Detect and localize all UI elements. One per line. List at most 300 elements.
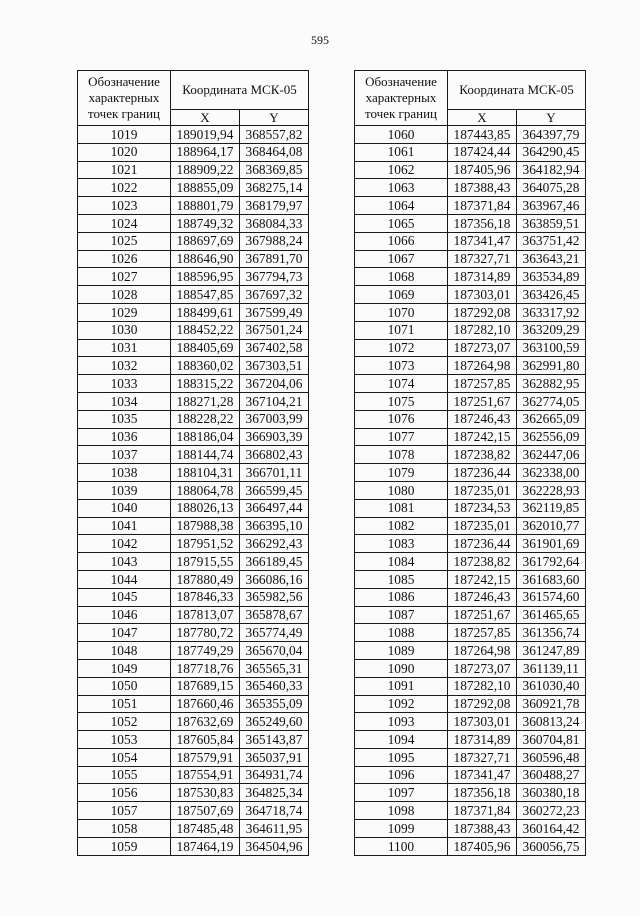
x-value-cell: 187846,33 <box>171 588 240 606</box>
table-row <box>355 321 586 339</box>
coordinate-group-header: Координата МСК-05 <box>171 71 309 110</box>
y-value-cell: 368084,33 <box>240 214 309 232</box>
table-row <box>355 837 586 855</box>
label-column-header: Обозначение характерных точек границ <box>355 71 448 126</box>
x-value-cell: 187251,67 <box>448 606 517 624</box>
y-value-cell: 362556,09 <box>517 428 586 446</box>
point-id-cell: 1092 <box>355 695 448 713</box>
y-value-cell: 363426,45 <box>517 286 586 304</box>
x-value-cell: 187235,01 <box>448 481 517 499</box>
table-row <box>78 606 309 624</box>
y-value-cell: 364611,95 <box>240 820 309 838</box>
y-value-cell: 367303,51 <box>240 357 309 375</box>
y-value-cell: 363100,59 <box>517 339 586 357</box>
y-value-cell: 365355,09 <box>240 695 309 713</box>
table-row <box>78 499 309 517</box>
point-id-cell: 1055 <box>78 766 171 784</box>
x-value-cell: 187327,71 <box>448 250 517 268</box>
x-value-cell: 188186,04 <box>171 428 240 446</box>
point-id-cell: 1075 <box>355 392 448 410</box>
x-value-cell: 187303,01 <box>448 713 517 731</box>
point-id-cell: 1059 <box>78 837 171 855</box>
x-value-cell: 187405,96 <box>448 837 517 855</box>
y-value-cell: 361792,64 <box>517 553 586 571</box>
x-value-cell: 187282,10 <box>448 321 517 339</box>
point-id-cell: 1087 <box>355 606 448 624</box>
table-row <box>355 339 586 357</box>
y-value-cell: 362010,77 <box>517 517 586 535</box>
x-value-cell: 187485,48 <box>171 820 240 838</box>
x-value-cell: 187292,08 <box>448 695 517 713</box>
point-id-cell: 1081 <box>355 499 448 517</box>
x-value-cell: 188315,22 <box>171 375 240 393</box>
y-value-cell: 361030,40 <box>517 677 586 695</box>
x-value-cell: 187273,07 <box>448 659 517 677</box>
point-id-cell: 1052 <box>78 713 171 731</box>
y-value-cell: 366086,16 <box>240 570 309 588</box>
table-row <box>78 713 309 731</box>
point-id-cell: 1073 <box>355 357 448 375</box>
x-value-cell: 188026,13 <box>171 499 240 517</box>
right-table-body <box>355 126 586 856</box>
table-row <box>355 481 586 499</box>
x-value-cell: 187341,47 <box>448 766 517 784</box>
y-value-cell: 366802,43 <box>240 446 309 464</box>
y-value-cell: 366395,10 <box>240 517 309 535</box>
y-value-cell: 366292,43 <box>240 535 309 553</box>
table-row <box>78 624 309 642</box>
y-value-cell: 364075,28 <box>517 179 586 197</box>
point-id-cell: 1077 <box>355 428 448 446</box>
table-row <box>78 161 309 179</box>
y-value-cell: 362228,93 <box>517 481 586 499</box>
table-row <box>355 695 586 713</box>
y-value-cell: 360813,24 <box>517 713 586 731</box>
x-value-cell: 188064,78 <box>171 481 240 499</box>
x-value-cell: 187915,55 <box>171 553 240 571</box>
y-value-cell: 367003,99 <box>240 410 309 428</box>
point-id-cell: 1093 <box>355 713 448 731</box>
y-value-cell: 366189,45 <box>240 553 309 571</box>
y-value-cell: 366903,39 <box>240 428 309 446</box>
point-id-cell: 1061 <box>355 143 448 161</box>
x-value-cell: 188271,28 <box>171 392 240 410</box>
x-value-cell: 187236,44 <box>448 464 517 482</box>
point-id-cell: 1074 <box>355 375 448 393</box>
x-value-cell: 187660,46 <box>171 695 240 713</box>
x-value-cell: 187689,15 <box>171 677 240 695</box>
table-row <box>78 268 309 286</box>
table-row <box>78 731 309 749</box>
x-value-cell: 188360,02 <box>171 357 240 375</box>
point-id-cell: 1030 <box>78 321 171 339</box>
table-row <box>78 375 309 393</box>
table-row <box>355 659 586 677</box>
point-id-cell: 1050 <box>78 677 171 695</box>
table-row <box>355 588 586 606</box>
y-value-cell: 361465,65 <box>517 606 586 624</box>
label-column-header: Обозначение характерных точек границ <box>78 71 171 126</box>
point-id-cell: 1025 <box>78 232 171 250</box>
point-id-cell: 1088 <box>355 624 448 642</box>
table-row <box>355 143 586 161</box>
point-id-cell: 1044 <box>78 570 171 588</box>
table-row <box>355 713 586 731</box>
y-value-cell: 367697,32 <box>240 286 309 304</box>
y-value-cell: 365670,04 <box>240 642 309 660</box>
table-row <box>78 659 309 677</box>
table-row <box>355 268 586 286</box>
left-table-body <box>78 126 309 856</box>
x-value-cell: 187579,91 <box>171 748 240 766</box>
y-value-cell: 364182,94 <box>517 161 586 179</box>
table-row <box>355 286 586 304</box>
table-row <box>355 126 586 144</box>
point-id-cell: 1034 <box>78 392 171 410</box>
x-value-cell: 187273,07 <box>448 339 517 357</box>
y-value-cell: 365565,31 <box>240 659 309 677</box>
y-value-cell: 363534,89 <box>517 268 586 286</box>
point-id-cell: 1067 <box>355 250 448 268</box>
y-value-cell: 363643,21 <box>517 250 586 268</box>
y-value-cell: 365774,49 <box>240 624 309 642</box>
table-row <box>78 766 309 784</box>
x-value-cell: 187257,85 <box>448 375 517 393</box>
x-value-cell: 187314,89 <box>448 731 517 749</box>
point-id-cell: 1100 <box>355 837 448 855</box>
table-row <box>78 179 309 197</box>
table-row <box>355 731 586 749</box>
point-id-cell: 1096 <box>355 766 448 784</box>
y-value-cell: 365982,56 <box>240 588 309 606</box>
table-row <box>78 820 309 838</box>
y-value-cell: 363209,29 <box>517 321 586 339</box>
x-value-cell: 187388,43 <box>448 179 517 197</box>
point-id-cell: 1057 <box>78 802 171 820</box>
point-id-cell: 1086 <box>355 588 448 606</box>
x-value-cell: 187780,72 <box>171 624 240 642</box>
y-value-cell: 366599,45 <box>240 481 309 499</box>
table-row <box>78 481 309 499</box>
x-value-cell: 187424,44 <box>448 143 517 161</box>
point-id-cell: 1031 <box>78 339 171 357</box>
y-value-cell: 368557,82 <box>240 126 309 144</box>
y-value-cell: 367891,70 <box>240 250 309 268</box>
point-id-cell: 1089 <box>355 642 448 660</box>
y-value-cell: 367794,73 <box>240 268 309 286</box>
x-column-header: X <box>171 109 240 125</box>
point-id-cell: 1023 <box>78 197 171 215</box>
table-row <box>355 250 586 268</box>
x-value-cell: 187242,15 <box>448 428 517 446</box>
y-value-cell: 367988,24 <box>240 232 309 250</box>
y-value-cell: 362447,06 <box>517 446 586 464</box>
x-value-cell: 188909,22 <box>171 161 240 179</box>
point-id-cell: 1022 <box>78 179 171 197</box>
point-id-cell: 1040 <box>78 499 171 517</box>
y-value-cell: 362774,05 <box>517 392 586 410</box>
table-row <box>78 570 309 588</box>
table-row <box>78 410 309 428</box>
point-id-cell: 1063 <box>355 179 448 197</box>
table-row <box>78 197 309 215</box>
y-value-cell: 363859,51 <box>517 214 586 232</box>
point-id-cell: 1066 <box>355 232 448 250</box>
point-id-cell: 1064 <box>355 197 448 215</box>
point-id-cell: 1043 <box>78 553 171 571</box>
y-value-cell: 365249,60 <box>240 713 309 731</box>
point-id-cell: 1029 <box>78 303 171 321</box>
x-value-cell: 187880,49 <box>171 570 240 588</box>
x-value-cell: 188855,09 <box>171 179 240 197</box>
y-value-cell: 363751,42 <box>517 232 586 250</box>
y-value-cell: 364825,34 <box>240 784 309 802</box>
x-value-cell: 188697,69 <box>171 232 240 250</box>
y-value-cell: 361247,89 <box>517 642 586 660</box>
y-value-cell: 360380,18 <box>517 784 586 802</box>
x-value-cell: 187507,69 <box>171 802 240 820</box>
y-value-cell: 364931,74 <box>240 766 309 784</box>
x-value-cell: 187246,43 <box>448 410 517 428</box>
point-id-cell: 1042 <box>78 535 171 553</box>
y-value-cell: 361139,11 <box>517 659 586 677</box>
x-value-cell: 187464,19 <box>171 837 240 855</box>
table-row <box>78 126 309 144</box>
y-value-cell: 362665,09 <box>517 410 586 428</box>
x-value-cell: 187718,76 <box>171 659 240 677</box>
x-value-cell: 187371,84 <box>448 802 517 820</box>
point-id-cell: 1083 <box>355 535 448 553</box>
point-id-cell: 1078 <box>355 446 448 464</box>
point-id-cell: 1039 <box>78 481 171 499</box>
point-id-cell: 1070 <box>355 303 448 321</box>
x-value-cell: 187632,69 <box>171 713 240 731</box>
point-id-cell: 1085 <box>355 570 448 588</box>
y-value-cell: 367402,58 <box>240 339 309 357</box>
y-value-cell: 361683,60 <box>517 570 586 588</box>
x-value-cell: 188547,85 <box>171 286 240 304</box>
y-value-cell: 365037,91 <box>240 748 309 766</box>
point-id-cell: 1051 <box>78 695 171 713</box>
x-value-cell: 188405,69 <box>171 339 240 357</box>
point-id-cell: 1032 <box>78 357 171 375</box>
x-value-cell: 187554,91 <box>171 766 240 784</box>
x-value-cell: 187813,07 <box>171 606 240 624</box>
point-id-cell: 1028 <box>78 286 171 304</box>
x-value-cell: 188596,95 <box>171 268 240 286</box>
x-value-cell: 187605,84 <box>171 731 240 749</box>
table-row <box>355 357 586 375</box>
x-value-cell: 187327,71 <box>448 748 517 766</box>
y-value-cell: 362119,85 <box>517 499 586 517</box>
x-value-cell: 189019,94 <box>171 126 240 144</box>
y-value-cell: 362338,00 <box>517 464 586 482</box>
point-id-cell: 1019 <box>78 126 171 144</box>
point-id-cell: 1060 <box>355 126 448 144</box>
x-value-cell: 187530,83 <box>171 784 240 802</box>
x-value-cell: 187443,85 <box>448 126 517 144</box>
point-id-cell: 1082 <box>355 517 448 535</box>
y-value-cell: 361574,60 <box>517 588 586 606</box>
table-row <box>78 642 309 660</box>
point-id-cell: 1062 <box>355 161 448 179</box>
y-value-cell: 367204,06 <box>240 375 309 393</box>
x-value-cell: 188452,22 <box>171 321 240 339</box>
x-value-cell: 187238,82 <box>448 553 517 571</box>
table-row <box>355 161 586 179</box>
table-row <box>78 535 309 553</box>
x-value-cell: 187235,01 <box>448 517 517 535</box>
x-value-cell: 187251,67 <box>448 392 517 410</box>
x-value-cell: 187951,52 <box>171 535 240 553</box>
x-value-cell: 187236,44 <box>448 535 517 553</box>
point-id-cell: 1049 <box>78 659 171 677</box>
table-row <box>78 553 309 571</box>
table-row <box>355 446 586 464</box>
table-row <box>78 428 309 446</box>
point-id-cell: 1038 <box>78 464 171 482</box>
y-value-cell: 368464,08 <box>240 143 309 161</box>
y-value-cell: 360272,23 <box>517 802 586 820</box>
x-value-cell: 187371,84 <box>448 197 517 215</box>
y-value-cell: 360056,75 <box>517 837 586 855</box>
y-value-cell: 363317,92 <box>517 303 586 321</box>
table-row <box>355 766 586 784</box>
table-row <box>355 428 586 446</box>
x-value-cell: 187292,08 <box>448 303 517 321</box>
x-value-cell: 187264,98 <box>448 642 517 660</box>
point-id-cell: 1041 <box>78 517 171 535</box>
point-id-cell: 1084 <box>355 553 448 571</box>
x-value-cell: 187246,43 <box>448 588 517 606</box>
point-id-cell: 1020 <box>78 143 171 161</box>
y-value-cell: 365460,33 <box>240 677 309 695</box>
point-id-cell: 1098 <box>355 802 448 820</box>
y-value-cell: 364504,96 <box>240 837 309 855</box>
coordinate-group-header: Координата МСК-05 <box>448 71 586 110</box>
x-value-cell: 187238,82 <box>448 446 517 464</box>
table-row <box>78 214 309 232</box>
point-id-cell: 1033 <box>78 375 171 393</box>
x-value-cell: 188499,61 <box>171 303 240 321</box>
x-value-cell: 187988,38 <box>171 517 240 535</box>
y-column-header: Y <box>240 109 309 125</box>
point-id-cell: 1069 <box>355 286 448 304</box>
point-id-cell: 1027 <box>78 268 171 286</box>
point-id-cell: 1048 <box>78 642 171 660</box>
x-value-cell: 188749,32 <box>171 214 240 232</box>
x-value-cell: 187234,53 <box>448 499 517 517</box>
table-row <box>355 410 586 428</box>
point-id-cell: 1065 <box>355 214 448 232</box>
y-value-cell: 364290,45 <box>517 143 586 161</box>
point-id-cell: 1094 <box>355 731 448 749</box>
x-value-cell: 187356,18 <box>448 214 517 232</box>
y-value-cell: 360164,42 <box>517 820 586 838</box>
point-id-cell: 1021 <box>78 161 171 179</box>
table-row <box>78 446 309 464</box>
table-row <box>355 784 586 802</box>
point-id-cell: 1035 <box>78 410 171 428</box>
table-row <box>355 464 586 482</box>
table-row <box>78 784 309 802</box>
point-id-cell: 1047 <box>78 624 171 642</box>
table-row <box>78 357 309 375</box>
y-value-cell: 361356,74 <box>517 624 586 642</box>
x-value-cell: 187405,96 <box>448 161 517 179</box>
page-number: 595 <box>311 33 329 47</box>
x-value-cell: 188646,90 <box>171 250 240 268</box>
table-row <box>355 197 586 215</box>
point-id-cell: 1054 <box>78 748 171 766</box>
point-id-cell: 1037 <box>78 446 171 464</box>
y-value-cell: 364397,79 <box>517 126 586 144</box>
y-value-cell: 367104,21 <box>240 392 309 410</box>
point-id-cell: 1053 <box>78 731 171 749</box>
table-row <box>355 553 586 571</box>
y-column-header: Y <box>517 109 586 125</box>
x-value-cell: 187242,15 <box>448 570 517 588</box>
y-value-cell: 368179,97 <box>240 197 309 215</box>
x-value-cell: 187341,47 <box>448 232 517 250</box>
table-row <box>78 250 309 268</box>
y-value-cell: 368275,14 <box>240 179 309 197</box>
table-row <box>355 214 586 232</box>
point-id-cell: 1056 <box>78 784 171 802</box>
table-row <box>78 339 309 357</box>
left-coordinate-table <box>77 70 309 856</box>
x-value-cell: 187264,98 <box>448 357 517 375</box>
table-row <box>355 606 586 624</box>
x-value-cell: 187257,85 <box>448 624 517 642</box>
y-value-cell: 360596,48 <box>517 748 586 766</box>
point-id-cell: 1099 <box>355 820 448 838</box>
y-value-cell: 363967,46 <box>517 197 586 215</box>
table-row <box>78 303 309 321</box>
point-id-cell: 1080 <box>355 481 448 499</box>
table-row <box>78 695 309 713</box>
right-coordinate-table <box>354 70 586 856</box>
point-id-cell: 1071 <box>355 321 448 339</box>
table-row <box>355 392 586 410</box>
x-value-cell: 187282,10 <box>448 677 517 695</box>
x-value-cell: 188104,31 <box>171 464 240 482</box>
x-value-cell: 187314,89 <box>448 268 517 286</box>
x-value-cell: 188228,22 <box>171 410 240 428</box>
point-id-cell: 1076 <box>355 410 448 428</box>
y-value-cell: 362882,95 <box>517 375 586 393</box>
table-row <box>355 570 586 588</box>
table-row <box>78 321 309 339</box>
y-value-cell: 361901,69 <box>517 535 586 553</box>
table-row <box>78 517 309 535</box>
table-row <box>355 232 586 250</box>
table-row <box>78 837 309 855</box>
point-id-cell: 1026 <box>78 250 171 268</box>
table-row <box>355 677 586 695</box>
y-value-cell: 365878,67 <box>240 606 309 624</box>
table-row <box>78 588 309 606</box>
table-row <box>355 499 586 517</box>
table-row <box>355 535 586 553</box>
y-value-cell: 364718,74 <box>240 802 309 820</box>
point-id-cell: 1058 <box>78 820 171 838</box>
table-row <box>355 624 586 642</box>
y-value-cell: 366497,44 <box>240 499 309 517</box>
table-row <box>355 303 586 321</box>
y-value-cell: 365143,87 <box>240 731 309 749</box>
point-id-cell: 1046 <box>78 606 171 624</box>
